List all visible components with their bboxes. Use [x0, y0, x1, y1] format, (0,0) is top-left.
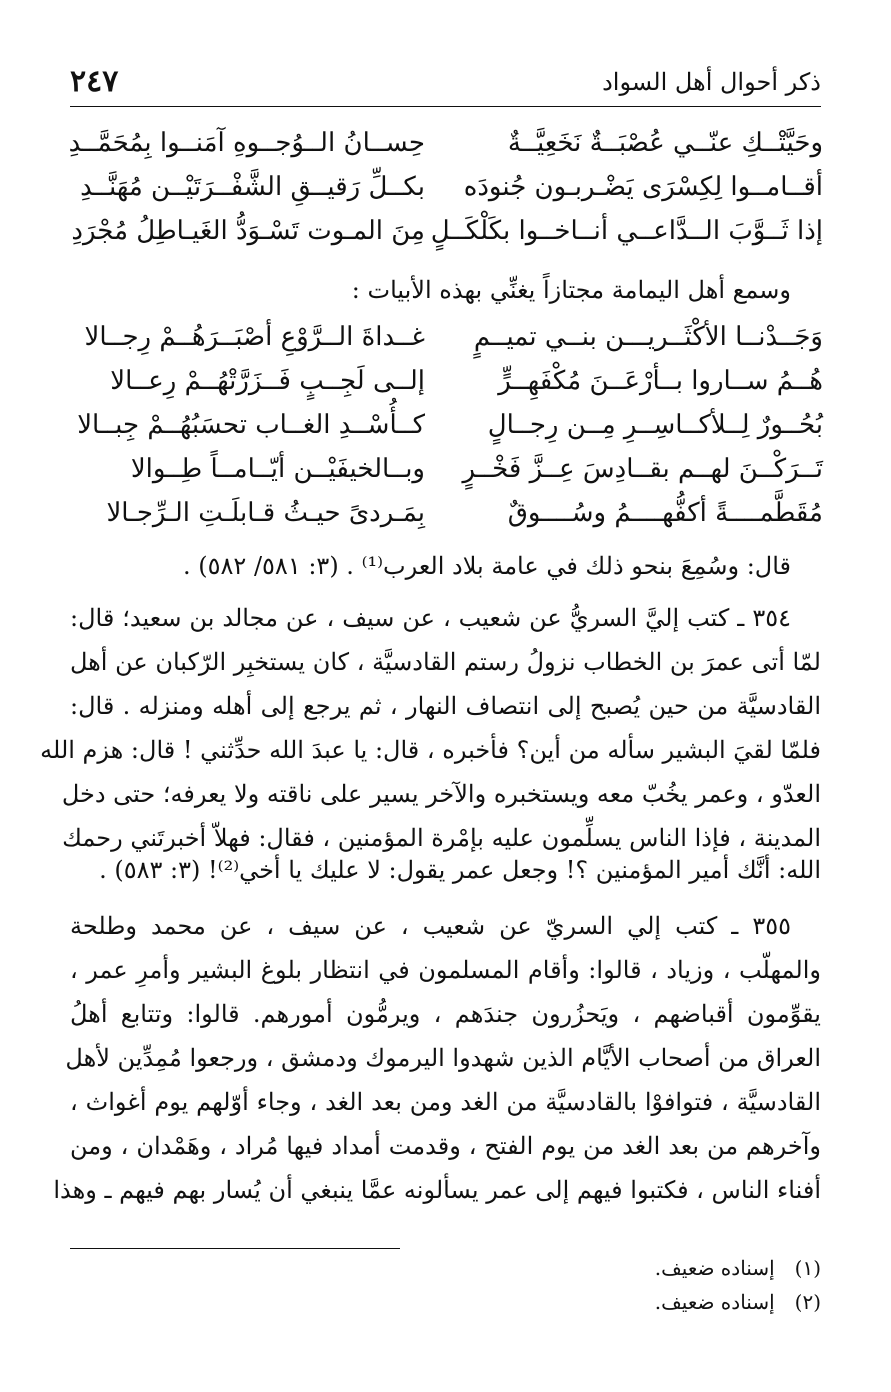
verse-second-hemistich: بِمَـردىً حيـثُ قـابلَـتِ الـرِّجـالا	[106, 498, 425, 528]
footnote	[655, 1290, 821, 1314]
verse-line	[70, 172, 823, 216]
verse-second-hemistich: إلــى لَجِــبٍ فَــزَرَّتْهُــمْ رِعــالا	[110, 366, 425, 396]
verse-first-hemistich: إذا ثَــوَّبَ الــدَّاعــي أنــاخــوا بكَلْكَــلٍ	[430, 216, 823, 246]
footnote-text: إسناده ضعيف.	[654, 1256, 775, 1280]
paragraph-line: ٣٥٥ ـ كتب إلي السريّ عن شعيب ، عن سيف ، عن محمد وطلحة	[70, 912, 791, 940]
page-number: ٢٤٧	[70, 64, 119, 99]
verse-first-hemistich: أقــامــوا لِكِسْرَى يَضْـربـون جُنودَه	[463, 172, 823, 202]
footnote-number: (١)	[794, 1256, 821, 1280]
verse-line	[70, 128, 823, 172]
verse-second-hemistich: غــداةَ الــرَّوْعِ أصْبَــرَهُــمْ رِجــالا	[84, 322, 425, 352]
paragraph-line: وآخرهم من بعد الغد من يوم الفتح ، وقدمت أمداد فيها مُراد ، وهَمْدان ، ومن	[70, 1132, 821, 1160]
paragraph-line: ٣٥٤ ـ كتب إليَّ السريُّ عن شعيب ، عن سيف ، عن مجالد بن سعيد؛ قال:	[70, 604, 791, 632]
verse-first-hemistich: وحَيَّتْــكِ عنّــي عُصْبَــةٌ نَخَعِيَّــةٌ	[507, 128, 823, 158]
footnote-number: (٢)	[794, 1290, 821, 1314]
paragraph-line: قال: وسُمِعَ بنحو ذلك في عامة بلاد العرب⁽¹⁾ . (٣: ٥٨١/ ٥٨٢) .	[183, 552, 791, 580]
paragraph-line: المدينة ، فإذا الناس يسلِّمون عليه بإمْرة المؤمنين ، فقال: فهلاّ أخبرتَني رحمك	[62, 824, 821, 852]
footnote-separator	[70, 1248, 400, 1249]
verse-first-hemistich: وَجَــدْنــا الأكْثَــريـــن بنــي تميــمٍ	[473, 322, 823, 352]
verse-second-hemistich: وبــالخيفَيْــن أيّــامــاً طِــوالا	[130, 454, 425, 484]
verse-line	[70, 498, 823, 542]
verse-line	[70, 410, 823, 454]
verse-second-hemistich: حِســانُ الــوُجــوهِ آمَنــوا بِمُحَمَّــدِ	[68, 128, 425, 158]
paragraph-line: القادسيَّة من حين يُصبح إلى انتصاف النهار ، ثم يرجع إلى أهله ومنزله . قال:	[70, 692, 821, 720]
verse-line	[70, 216, 823, 260]
page-header	[70, 62, 821, 107]
paragraph-line: الله: أنَّك أمير المؤمنين ؟! وجعل عمر يقول: لا عليك يا أخي⁽²⁾! (٣: ٥٨٣) .	[99, 856, 821, 884]
paragraph-line: القادسيَّة ، فتوافوْا بالقادسيَّة من الغد ومن بعد الغد ، وجاء أوّلهم يوم أغواث ،	[70, 1088, 821, 1116]
paragraph-line: أفناء الناس ، فكتبوا فيهم إلى عمر يسألونه عمَّا ينبغي أن يُسار بهم فيهم ـ وهذا	[53, 1176, 821, 1204]
verse-line	[70, 366, 823, 410]
paragraph-line: لمّا أتى عمرَ بن الخطاب نزولُ رستم القادسيَّة ، كان يستخبِر الرّكبان عن أهل	[69, 648, 821, 676]
paragraph-line: العدّو ، وعمر يخُبّ معه ويستخبره والآخر يسير على ناقته ولا يعرفه؛ حتى دخل	[61, 780, 821, 808]
paragraph-line: فلمّا لقيَ البشير سأله من أين؟ فأخبره ، قال: يا عبدَ الله حدِّثني ! قال: هزم الله	[40, 736, 821, 764]
paragraph-line: والمهلّب ، وزياد ، قالوا: وأقام المسلمون في انتظار بلوغ البشير وأمرِ عمر ،	[70, 956, 821, 984]
verse-first-hemistich: تَــرَكْــنَ لهــم بقــادِسَ عِــزَّ فَخْــرٍ	[462, 454, 823, 484]
running-title: ذكر أحوال أهل السواد	[602, 68, 821, 96]
verse-first-hemistich: بُحُــورٌ لِــلأكــاسِــرِ مِــن رِجــالٍ	[487, 410, 823, 440]
verse-line	[70, 322, 823, 366]
verse-first-hemistich: هُــمُ ســاروا بــأرْعَــنَ مُكْفَهِــرٍّ	[498, 366, 823, 396]
poem-intro: وسمع أهل اليمامة مجتازاً يغنِّي بهذه الأبيات :	[351, 276, 791, 304]
verse-second-hemistich: كــأُسْــدِ الغــاب تحسَبُهُــمْ جِبــالا	[77, 410, 425, 440]
verse-first-hemistich: مُقَطَّمــــةً أكفُّهــــمُ وسُــــوقٌ	[507, 498, 823, 528]
verse-second-hemistich: مِنَ المـوت تَسْـوَدُّ الغَيـاطِلُ مُجْرَدِ	[71, 216, 425, 246]
footnote-text: إسناده ضعيف.	[654, 1290, 775, 1314]
paragraph-line: العراق من أصحاب الأيَّام الذين شهدوا اليرموك ودمشق ، ورجعوا مُمِدِّين لأهل	[65, 1044, 821, 1072]
verse-line	[70, 454, 823, 498]
footnote	[655, 1256, 821, 1280]
paragraph-line: يقوِّمون أقباضهم ، ويَحزُرون جندَهم ، ويرمُّون أمورهم. قالوا: وتتابع أهلُ	[70, 1000, 821, 1028]
verse-second-hemistich: بكــلِّ رَقيــقِ الشَّفْــرَتَيْــن مُهَنَّــدِ	[80, 172, 425, 202]
